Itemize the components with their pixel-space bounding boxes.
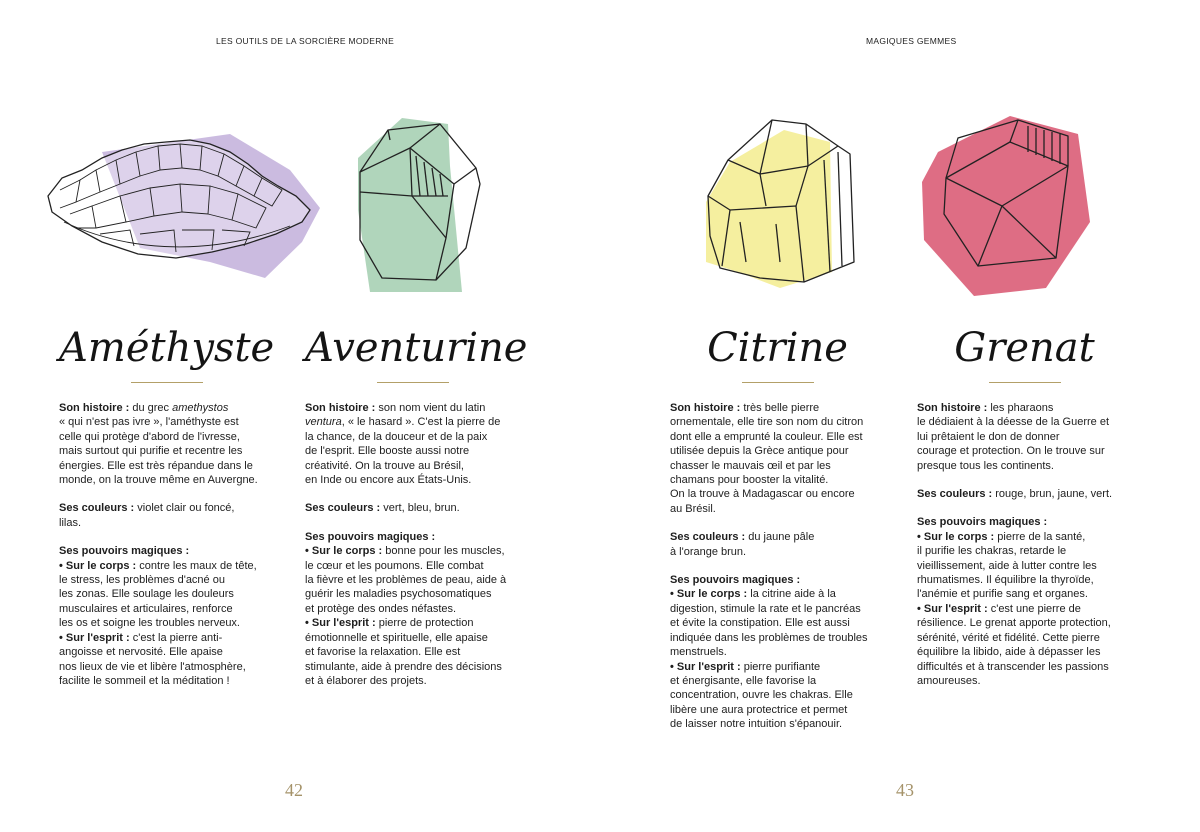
aventurine-crystal-icon bbox=[350, 110, 500, 295]
text-line: difficultés et à transcender les passions bbox=[917, 660, 1109, 673]
text-line: On la trouve à Madagascar ou encore bbox=[670, 488, 855, 501]
aventurine-text bbox=[305, 401, 520, 688]
text-line: utilisée depuis la Grèce antique pour bbox=[670, 445, 849, 458]
text-line: énergies. Elle est très répandue dans le bbox=[59, 459, 253, 472]
corps-label: • Sur le corps : bbox=[59, 559, 137, 572]
amethyste-column bbox=[59, 318, 274, 688]
text-run: son nom vient du latin bbox=[375, 402, 486, 414]
text-line: facilite le sommeil et la méditation ! bbox=[59, 674, 230, 687]
text-line: le stress, les problèmes d'acné ou bbox=[59, 574, 225, 587]
text-line: dont elle a emprunté la couleur. Elle est bbox=[670, 430, 863, 443]
grenat-crystal-icon bbox=[918, 112, 1098, 297]
pouvoirs-label: Ses pouvoirs magiques : bbox=[670, 574, 801, 587]
text-line: et à élaborer des projets. bbox=[305, 674, 427, 687]
text-line: et protège des ondes néfastes. bbox=[305, 602, 457, 615]
latin-term: amethystos bbox=[172, 402, 229, 414]
aventurine-column bbox=[305, 318, 528, 688]
amethyste-title: Améthyste bbox=[59, 325, 275, 371]
amethyst-cluster-icon bbox=[40, 130, 325, 280]
text-line: musculaires et articulaires, renforce bbox=[59, 602, 233, 615]
couleurs-label: Ses couleurs : bbox=[917, 488, 993, 501]
text-line: digestion, stimule la rate et le pancréas bbox=[670, 602, 861, 615]
aventurine-title: Aventurine bbox=[305, 325, 528, 371]
text-line: émotionnelle et spirituelle, elle apaise bbox=[305, 631, 488, 644]
text-run: violet clair ou foncé, bbox=[134, 502, 235, 515]
citrine-title: Citrine bbox=[707, 325, 848, 371]
text-line: chasser le mauvais œil et par les bbox=[670, 459, 831, 472]
text-line: les zonas. Elle soulage les douleurs bbox=[59, 588, 234, 601]
citrine-text bbox=[670, 401, 885, 732]
page-number-right: 43 bbox=[896, 780, 914, 800]
text-line: et favorise la relaxation. Elle est bbox=[305, 646, 461, 659]
text-line: courage et protection. On le trouve sur bbox=[917, 445, 1105, 458]
text-line: indiquée dans les problèmes de troubles bbox=[670, 631, 868, 644]
histoire-label: Son histoire : bbox=[917, 402, 988, 414]
esprit-label: • Sur l'esprit : bbox=[305, 617, 376, 630]
text-line: amoureuses. bbox=[917, 674, 981, 687]
text-line: lui prêtaient le don de donner bbox=[917, 430, 1060, 443]
text-line: concentration, ouvre les chakras. Elle bbox=[670, 689, 853, 702]
text-run: vert, bleu, brun. bbox=[380, 502, 460, 515]
text-line: presque tous les continents. bbox=[917, 459, 1054, 472]
text-line: sérénité, vérité et fidélité. Cette pierre bbox=[917, 631, 1100, 644]
text-line: vieillissement, aide à lutter contre les bbox=[917, 559, 1097, 572]
text-line: rhumatismes. Il équilibre la thyroïde, bbox=[917, 574, 1094, 587]
text-line: créativité. On la trouve au Brésil, bbox=[305, 459, 464, 472]
running-head-right: MAGIQUES GEMMES bbox=[866, 36, 957, 46]
text-run: du jaune pâle bbox=[745, 531, 815, 544]
text-run: pierre de protection bbox=[375, 617, 474, 630]
text-line: menstruels. bbox=[670, 646, 727, 659]
text-line: stimulante, aide à prendre des décisions bbox=[305, 660, 502, 673]
text-line: mais surtout qui purifie et recentre les bbox=[59, 445, 243, 458]
histoire-label: Son histoire : bbox=[305, 402, 376, 414]
text-line: libère une aura protectrice et permet bbox=[670, 703, 848, 716]
right-page bbox=[600, 0, 1200, 832]
text-run: les pharaons bbox=[987, 402, 1054, 414]
text-run: du grec bbox=[129, 402, 173, 414]
text-line: lilas. bbox=[59, 516, 82, 529]
pouvoirs-label: Ses pouvoirs magiques : bbox=[59, 545, 190, 558]
text-run: très belle pierre bbox=[740, 402, 820, 414]
text-line: en Inde ou encore aux États-Unis. bbox=[305, 474, 472, 487]
couleurs-label: Ses couleurs : bbox=[670, 531, 746, 544]
text-run: bonne pour les muscles, bbox=[382, 545, 505, 558]
text-line: la fièvre et les problèmes de peau, aide à bbox=[305, 574, 507, 587]
text-line: et évite la constipation. Elle est aussi bbox=[670, 617, 850, 630]
text-run: rouge, brun, jaune, vert. bbox=[992, 488, 1113, 501]
pouvoirs-label: Ses pouvoirs magiques : bbox=[917, 516, 1048, 529]
couleurs-label: Ses couleurs : bbox=[59, 502, 135, 515]
latin-term: ventura bbox=[305, 416, 342, 429]
text-run: pierre de la santé, bbox=[994, 530, 1086, 543]
corps-label: • Sur le corps : bbox=[917, 530, 995, 543]
esprit-label: • Sur l'esprit : bbox=[670, 660, 741, 673]
page-number-left: 42 bbox=[285, 780, 303, 800]
text-line: « qui n'est pas ivre », l'améthyste est bbox=[59, 416, 239, 429]
title-rule bbox=[377, 382, 449, 383]
corps-label: • Sur le corps : bbox=[670, 588, 748, 601]
esprit-label: • Sur l'esprit : bbox=[59, 631, 130, 644]
couleurs-label: Ses couleurs : bbox=[305, 502, 381, 515]
text-line: monde, on la trouve même en Auvergne. bbox=[59, 474, 258, 487]
text-line: chamans pour booster la vitalité. bbox=[670, 474, 829, 487]
text-run: contre les maux de tête, bbox=[136, 559, 257, 572]
grenat-column bbox=[917, 318, 1132, 688]
text-line: et énergisante, elle favorise la bbox=[670, 674, 817, 687]
histoire-label: Son histoire : bbox=[670, 402, 741, 414]
histoire-label: Son histoire : bbox=[59, 402, 130, 414]
text-line: au Brésil. bbox=[670, 502, 716, 515]
title-rule bbox=[742, 382, 814, 383]
citrine-crystal-icon bbox=[700, 112, 860, 292]
text-line: nos lieux de vie et libère l'atmosphère, bbox=[59, 660, 246, 673]
text-line: angoisse et nervosité. Elle apaise bbox=[59, 646, 223, 659]
text-line: de laisser notre intuition s'épanouir. bbox=[670, 718, 843, 731]
pouvoirs-label: Ses pouvoirs magiques : bbox=[305, 530, 436, 543]
text-line: de l'esprit. Elle booste aussi notre bbox=[305, 445, 470, 458]
title-rule bbox=[131, 382, 203, 383]
text-line: les os et soigne les troubles nerveux. bbox=[59, 617, 240, 630]
text-run: pierre purifiante bbox=[740, 660, 821, 673]
text-line: celle qui protège d'abord de l'ivresse, bbox=[59, 430, 240, 443]
text-run: , « le hasard ». C'est la pierre de bbox=[341, 416, 501, 429]
amethyste-text bbox=[59, 401, 274, 688]
text-line: l'anémie et purifie sang et organes. bbox=[917, 588, 1088, 601]
text-line: ornementale, elle tire son nom du citron bbox=[670, 416, 864, 429]
text-line: le dédiaient à la déesse de la Guerre et bbox=[917, 416, 1110, 429]
text-line: résilience. Le grenat apporte protection, bbox=[917, 617, 1111, 630]
text-line: guérir les maladies psychosomatiques bbox=[305, 588, 492, 601]
running-head-left: LES OUTILS DE LA SORCIÈRE MODERNE bbox=[216, 36, 395, 46]
grenat-text bbox=[917, 401, 1132, 688]
text-line: équilibre la libido, aide à dépasser les bbox=[917, 646, 1101, 659]
text-line: le cœur et les poumons. Elle combat bbox=[305, 559, 484, 572]
grenat-title: Grenat bbox=[954, 325, 1095, 371]
text-run: c'est une pierre de bbox=[987, 602, 1081, 615]
title-rule bbox=[989, 382, 1061, 383]
text-run: la citrine aide à la bbox=[747, 588, 836, 601]
corps-label: • Sur le corps : bbox=[305, 545, 383, 558]
esprit-label: • Sur l'esprit : bbox=[917, 602, 988, 615]
text-line: à l'orange brun. bbox=[670, 545, 747, 558]
text-line: il purifie les chakras, retarde le bbox=[917, 545, 1067, 558]
citrine-column bbox=[670, 318, 885, 732]
text-line: la chance, de la douceur et de la paix bbox=[305, 430, 488, 443]
text-run: c'est la pierre anti- bbox=[129, 631, 223, 644]
